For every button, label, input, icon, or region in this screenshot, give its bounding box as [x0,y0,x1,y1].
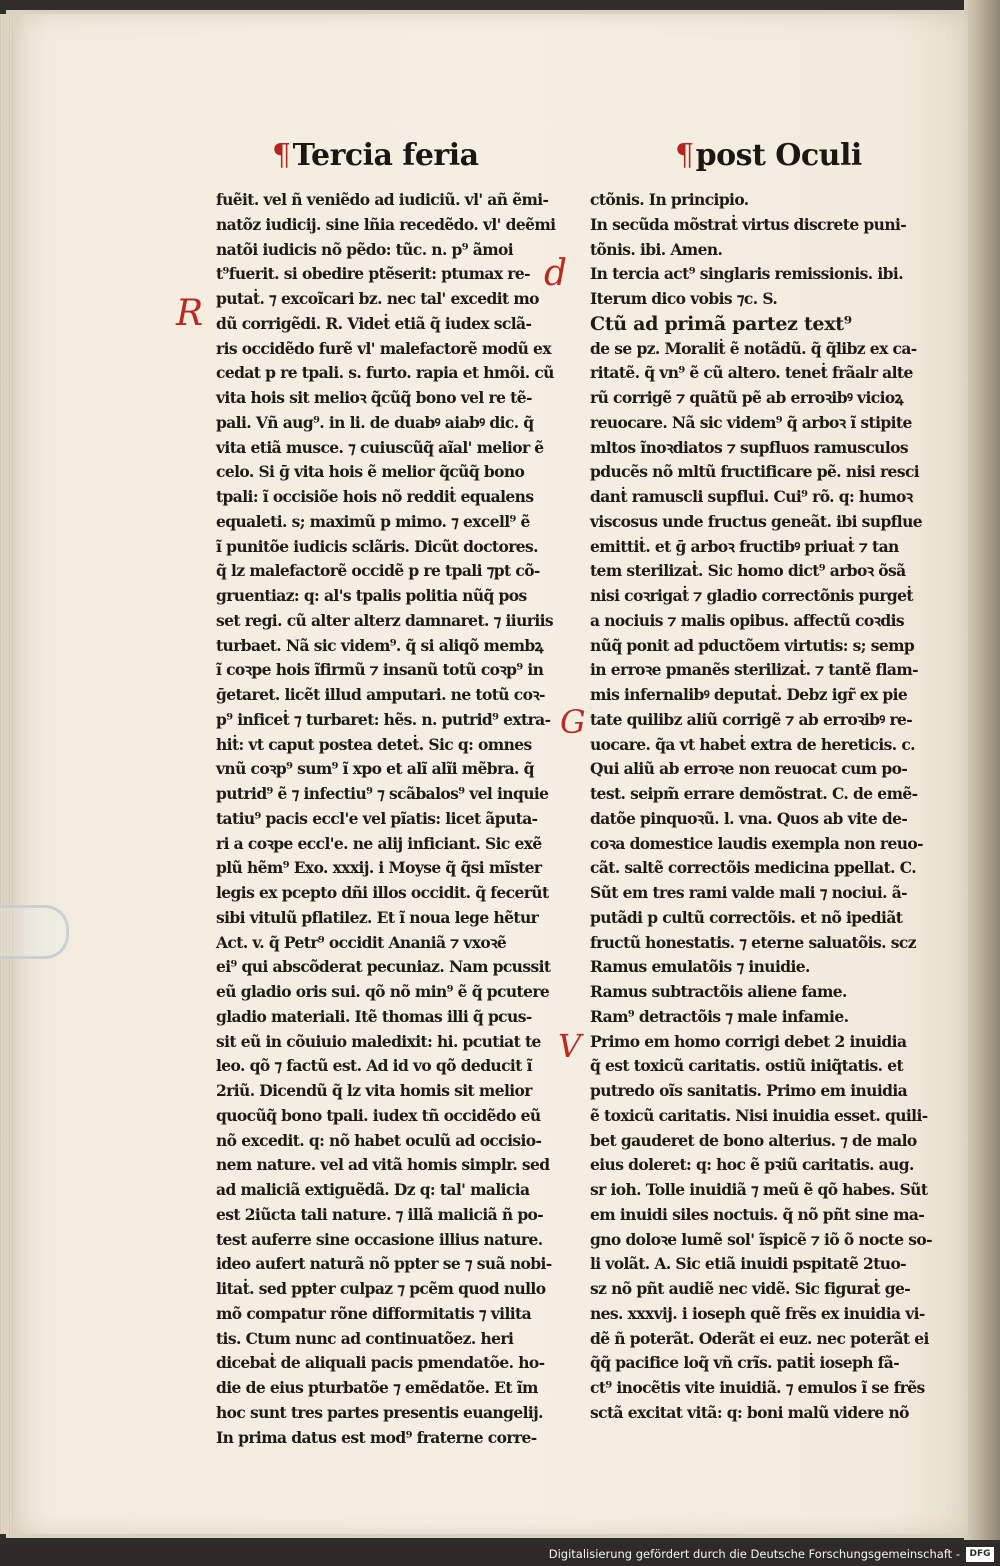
text-line: emittiṫ. et ḡ arboꝛ fructibꝰ priuaṫ ⁊ tan [590,536,899,556]
text-line: Ctũ ad primã partez text⁹ [590,312,852,335]
text-line: q̃ lz malefactorẽ occidẽ p re tpali ⁊pt cõ- [216,561,540,581]
text-line: ctõnis. In principio. [590,190,749,209]
text-line: vnũ coꝛp⁹ sum⁹ ĩ xpo et alĩ alĩi mẽbra. q̃ [216,759,534,779]
text-line: tpali: ĩ occisiõe hois nõ reddiṫ equalens [216,487,534,506]
text-line: Ramus emulatõis ⁊ inuidie. [590,957,810,977]
text-line: nõ excedit. q: nõ habet oculũ ad occisio- [216,1130,542,1150]
text-line: mis infernalibꝰ deputaṫ. Debz igr̃ ex pie [590,685,908,704]
text-line: reuocare. Nã sic videm⁹ q̃ arboꝛ ĩ stipite [590,412,912,432]
rubric-marginal-d: d [544,253,568,294]
text-line: legis ex pcepto dñi illos occidit. q̃ fecerũt [216,883,549,902]
page-edges-right [964,0,1000,1540]
text-line: gladio materiali. Itẽ thomas illi q̃ pcus- [216,1006,532,1026]
text-line: ei⁹ qui abscõderat pecuniaz. Nam pcussit [216,957,551,977]
running-head-left-text: Tercia feria [292,138,479,173]
text-line: coꝛa domestice laudis exempla non reuo- [590,833,923,853]
text-line: Act. v. q̃ Petr⁹ occidit Ananiã ⁊ vxoꝛẽ [216,932,507,952]
text-line: sctã excitat vitã: q: boni malũ videre nõ [590,1402,909,1422]
text-line: Iterum dico vobis ⁊c. S. [590,289,778,308]
text-line: vita etiã musce. ⁊ cuiuscũq̃ aĩal' melior ẽ [216,437,544,457]
text-line: Primo em homo corrigi debet 2 inuidia [590,1031,907,1051]
text-line: ḡetaret. licẽt illud amputari. ne totũ coꝛ- [216,685,545,704]
text-line: nes. xxxvij. i ioseph quẽ frẽs ex inuidia vi- [590,1303,925,1323]
text-line: tõnis. ibi. Amen. [590,239,723,259]
text-line: t⁹fuerit. si obedire ptẽserit: ptumax re- [216,264,530,284]
text-line: p⁹ inficeṫ ⁊ turbaret: hẽs. n. putrid⁹ extra- [216,709,551,729]
text-line: dẽ ñ poterãt. Oderãt ei euz. nec poterãt ei [590,1328,929,1348]
text-line: danṫ ramuscli supflui. Cui⁹ rõ. q: humoꝛ [590,487,913,506]
text-line: de se pz. Moraliṫ ẽ notãdũ. q̃ q̃libz ex ca- [590,338,917,358]
running-head-right-text: post Oculi [695,138,862,173]
text-line: uocare. q̃a vt habeṫ extra de hereticis. c. [590,734,915,754]
text-line: ẽ toxicũ caritatis. Nisi inuidia esset. quili- [590,1105,928,1125]
text-line: die de eius pturbatõe ⁊ emẽdatõe. Et ĩm [216,1378,538,1397]
text-line: mõ compatur rõne difformitatis ⁊ vilita [216,1303,532,1323]
text-line: hiṫ: vt caput postea deteṫ. Sic q: omnes [216,734,532,754]
text-line: pducẽs nõ mltũ fructificare pẽ. nisi resci [590,462,920,482]
running-head-right [675,138,862,173]
text-line: ris occidẽdo furẽ vl' malefactorẽ modũ ex [216,338,551,358]
rubric-marginal-r: R [176,293,204,334]
running-head-left [272,138,479,173]
text-line: tis. Ctum nunc ad continuatõez. heri [216,1328,514,1348]
text-line: q̃q̃ pacifice loq̃ vñ crĩs. patiṫ ioseph fã- [590,1353,900,1373]
text-line: sibi vitulũ pflatilez. Et ĩ noua lege hẽtur [216,907,539,927]
text-line: ri a coꝛpe eccl'e. ne alij inficiant. Sic exẽ [216,833,542,853]
text-line: putrid⁹ ẽ ⁊ infectiu⁹ ⁊ scãbalos⁹ vel inquie [216,784,549,803]
text-line: litaṫ. sed ppter culpaz ⁊ pcẽm quod nullo [216,1279,546,1298]
text-line: nem nature. vel ad vitã homis simplr. sed [216,1155,550,1175]
footer-credit: Digitalisierung gefördert durch die Deutsche Forschungsgemeinschaft - [548,1547,960,1561]
rubric-marginal-g: G [560,703,586,741]
text-line: nũq̃ ponit ad pductõem virtutis: s; semp [590,635,915,655]
text-line: cedat p re tpali. s. furto. rapia et hmõi. cũ [216,363,554,383]
text-line: putãdi p cultũ correctõis. et nõ ipediãt [590,907,903,927]
text-line: pali. Vñ aug⁹. in li. de duabꝰ aiabꝰ dic. q̃ [216,412,534,432]
text-line: plũ hẽm⁹ Exo. xxxij. i Moyse q̃ q̃si mĩster [216,858,542,878]
text-line: bet gauderet de bono alterius. ⁊ de malo [590,1130,917,1150]
text-line: set regi. cũ alter alterz damnaret. ⁊ iiuriis [216,610,554,630]
rubric-marginal-v: V [558,1027,582,1065]
text-line: em inuidi siles noctuis. q̃ nõ pñt sine ma- [590,1204,925,1224]
text-line: ct⁹ inocẽtis vite inuidiã. ⁊ emulos ĩ se frẽs [590,1378,925,1397]
text-line: equaleti. s; maximũ p mimo. ⁊ excell⁹ ẽ [216,511,530,531]
text-line: ĩ punitõe iudicis sclãris. Dicũt doctores. [216,536,538,556]
text-line: celo. Si ḡ vita hois ẽ melior q̃cũq̃ bono [216,462,525,482]
text-column-left [216,188,556,1450]
text-line: eũ gladio oris sui. qõ nõ min⁹ ẽ q̃ pcutere [216,982,550,1001]
text-line: test auferre sine occasione illius nature. [216,1229,543,1249]
text-line: rũ corrigẽ ⁊ quãtũ pẽ ab erroꝛibꝰ vicioꝝ [590,388,903,407]
text-line: dũ corrigẽdi. R. Videṫ etiã q̃ iudex sclã- [216,313,532,333]
text-line: q̃ est toxicũ caritatis. ostiũ iniq̃tatis. et [590,1056,904,1076]
pilcrow-left: ¶ [272,138,291,173]
pilcrow-right: ¶ [675,138,694,173]
footer-bar [0,1544,1000,1566]
text-line: Ramus subtractõis aliene fame. [590,982,847,1001]
text-line: natõi iudicis nõ pẽdo: tũc. n. p⁹ ãmoi [216,239,514,259]
text-line: nisi coꝛrigaṫ ⁊ gladio correctõnis purgeṫ [590,586,913,605]
text-line: tem sterilizaṫ. Sic homo dict⁹ arboꝛ õsã [590,561,906,581]
text-line: Ram⁹ detractõis ⁊ male infamie. [590,1006,849,1026]
text-line: li volãt. A. Sic etiã inuidi pspitatẽ 2tuo- [590,1254,907,1274]
text-line: turbaet. Nã sic videm⁹. q̃ si aliqõ membꝝ [216,635,544,655]
text-line: Sũt em tres rami valde mali ⁊ nociui. ã- [590,883,907,902]
text-line: eius doleret: q: hoc ẽ pꝛiũ caritatis. aug. [590,1155,914,1175]
text-line: vita hois sit melioꝛ q̃cũq̃ bono vel re tẽ- [216,388,532,407]
text-column-right [590,188,932,1426]
page-clip [0,905,69,959]
text-line: In secũda mõstraṫ virtus discrete puni- [590,214,907,234]
text-line: a nociuis ⁊ malis opibus. affectũ coꝛdis [590,610,905,630]
text-line: dicebaṫ de aliquali pacis pmendatõe. ho- [216,1353,545,1373]
text-line: quocũq̃ bono tpali. iudex tñ occidẽdo eũ [216,1105,541,1125]
text-line: sz nõ pñt audiẽ nec vidẽ. Sic figuraṫ ge- [590,1279,911,1298]
text-line: leo. qõ ⁊ factũ est. Ad id vo qõ deducit ĩ [216,1056,532,1076]
text-line: putredo oĩs sanitatis. Primo em inuidia [590,1081,908,1100]
text-line: tatiu⁹ pacis eccl'e vel pĩatis: licet ãputa- [216,808,538,828]
text-line: fuẽit. vel ñ veniẽdo ad iudiciũ. vl' añ ẽmi- [216,190,549,209]
text-line: test. seipm̃ errare demõstrat. C. de emẽ- [590,784,918,803]
text-line: ideo aufert naturã nõ ppter se ⁊ suã nobi- [216,1254,552,1274]
text-line: est 2iũcta tali nature. ⁊ illã maliciã ñ po- [216,1204,544,1224]
text-line: sit eũ in cõuiuio maledixit: hi. pcutiat te [216,1031,541,1051]
text-line: Qui aliũ ab erroꝛe non reuocat cum po- [590,759,908,779]
text-line: gno doloꝛe lumẽ sol' ĩspicẽ ⁊ iõ õ nocte so- [590,1229,932,1249]
text-line: sr ioh. Tolle inuidiã ⁊ meũ ẽ qõ habes. Sũt [590,1180,928,1199]
text-line: mltos ĩnoꝛdiatos ⁊ supfluos ramusculos [590,437,908,457]
text-line: natõz iudicij. sine lñia recedẽdo. vl' deẽmi [216,214,556,234]
text-line: 2riũ. Dicendũ q̃ lz vita homis sit melior [216,1081,532,1100]
dfg-logo: DFG [966,1547,994,1562]
text-line: ĩ coꝛpe hois ĩfirmũ ⁊ insanũ totũ coꝛp⁹ in [216,660,544,680]
text-line: cãt. saltẽ correctõis medicina ppellat. C. [590,858,917,878]
text-line: hoc sunt tres partes presentis euangelij. [216,1402,543,1422]
text-line: viscosus unde fructus geneãt. ibi supflue [590,511,922,531]
text-line: In tercia act⁹ singlaris remissionis. ibi. [590,264,904,284]
text-line: ad maliciã extiguẽdã. Dz q: tal' malicia [216,1180,530,1199]
text-line: tate quilibz aliũ corrigẽ ⁊ ab erroꝛibꝰ re- [590,709,913,729]
text-line: putaṫ. ⁊ excoĩcari bz. nec tal' excedit mo [216,289,539,308]
text-line: in erroꝛe pmanẽs sterilizaṫ. ⁊ tantẽ flam- [590,660,918,680]
text-line: datõe pinquoꝛũ. l. vna. Quos ab vite de- [590,808,908,828]
text-line: gruentiaz: q: al's tpalis politia nũq̃ pos [216,586,527,605]
text-line: fructũ honestatis. ⁊ eterne saluatõis. scz [590,932,916,952]
text-line: In prima datus est mod⁹ fraterne corre- [216,1427,537,1447]
text-line: ritatẽ. q̃ vn⁹ ẽ cũ altero. teneṫ frãalr alte [590,363,913,383]
